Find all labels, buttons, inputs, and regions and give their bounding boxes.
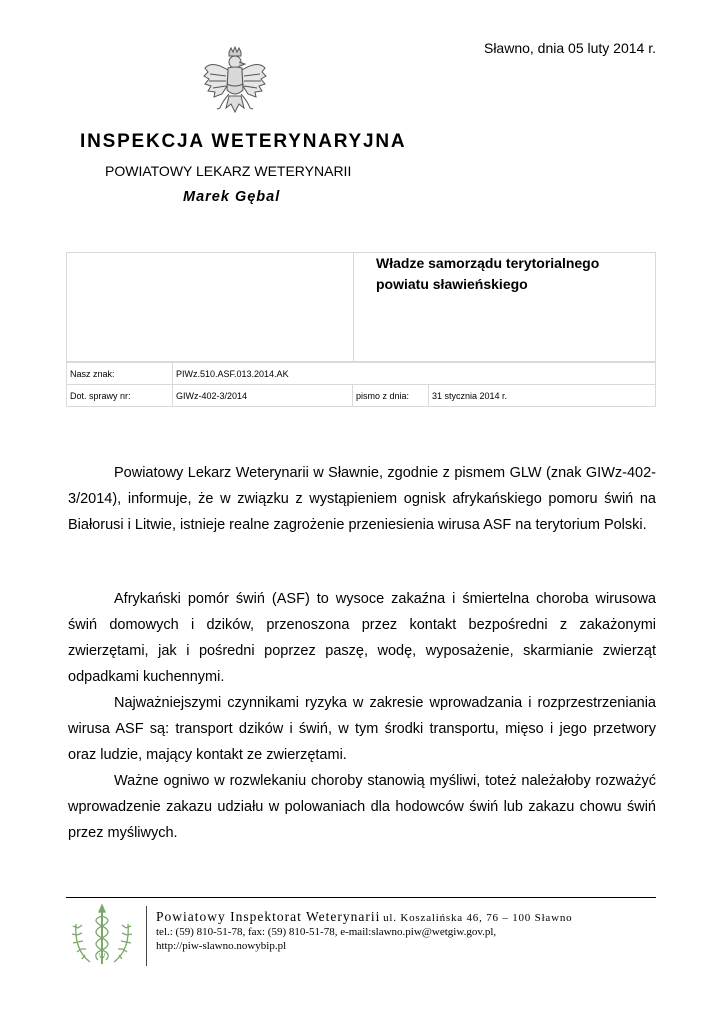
our-ref-value: PIWz.510.ASF.013.2014.AK [173,363,656,385]
recipient-line-2: powiatu sławieńskiego [376,276,528,292]
address-box [66,252,656,362]
footer-website[interactable]: http://piw-slawno.nowybip.pl [156,940,287,952]
footer-vertical-divider [146,906,147,966]
official-name: Marek Gębal [183,189,281,205]
footer-divider [66,897,656,898]
address-box-divider [353,253,354,361]
recipient-line-1: Władze samorządu terytorialnego [376,255,600,271]
letter-date-label: pismo z dnia: [353,385,429,407]
paragraph-2: Afrykański pomór świń (ASF) to wysoce zakaźna i śmiertelna choroba wirusowa świń domowych i dzików, przenoszona przez kontakt bezpośredni z zakażonymi zwierzętami, jak i pośredni poprzez paszę, wodę, wyposażenie, skarmianie zwierząt odpadkami kuchennymi. [68,591,656,685]
recipient [376,253,599,295]
letter-date: Sławno, dnia 05 luty 2014 r. [483,40,656,56]
our-ref-label: Nasz znak: [67,363,173,385]
organization-subtitle: POWIATOWY LEKARZ WETERYNARII [105,163,352,179]
letter-body-intro [68,460,656,538]
letter-body-main [68,586,656,846]
case-label: Dot. sprawy nr: [67,385,173,407]
reference-row-our-ref [67,363,656,385]
footer-institution: Powiatowy Inspektorat Weterynarii [156,909,381,924]
footer-phone-email: tel.: (59) 810-51-78, fax: (59) 810-51-78, e-mail:slawno.piw@wetgiw.gov.pl, [156,926,497,938]
reference-table [66,362,656,407]
svg-text:W: W [98,953,106,960]
polish-eagle-emblem-icon [200,46,270,124]
paragraph-3: Najważniejszymi czynnikami ryzyka w zakresie wprowadzania i rozprzestrzeniania wirusa ASF są: transport dzików i świń, w tym środki transportu, mięso i jego przetwory oraz ludzie, mający kontakt ze zwierzętami. [68,695,656,763]
organization-title: INSPEKCJA WETERYNARYJNA [80,131,407,152]
footer-address: ul. Koszalińska 46, 76 – 100 Sławno [383,912,573,924]
letter-date-value: 31 stycznia 2014 r. [429,385,656,407]
caduceus-laurel-logo-icon [68,902,136,968]
footer-contact [156,910,572,953]
reference-row-case [67,385,656,407]
paragraph-4: Ważne ogniwo w rozwlekaniu choroby stanowią myśliwi, toteż należałoby rozważyć wprowadzenie zakazu udziału w polowaniach dla hodowców świń lub zakazu chowu świń przez myśliwych. [68,773,656,841]
paragraph-1: Powiatowy Lekarz Weterynarii w Sławnie, zgodnie z pismem GLW (znak GIWz-402-3/2014), informuje, że w związku z wystąpieniem ognisk afrykańskiego pomoru świń na Białorusi i Litwie, istnieje realne zagrożenie przeniesienia wirusa ASF na terytorium Polski. [68,465,656,533]
case-value: GIWz-402-3/2014 [173,385,353,407]
